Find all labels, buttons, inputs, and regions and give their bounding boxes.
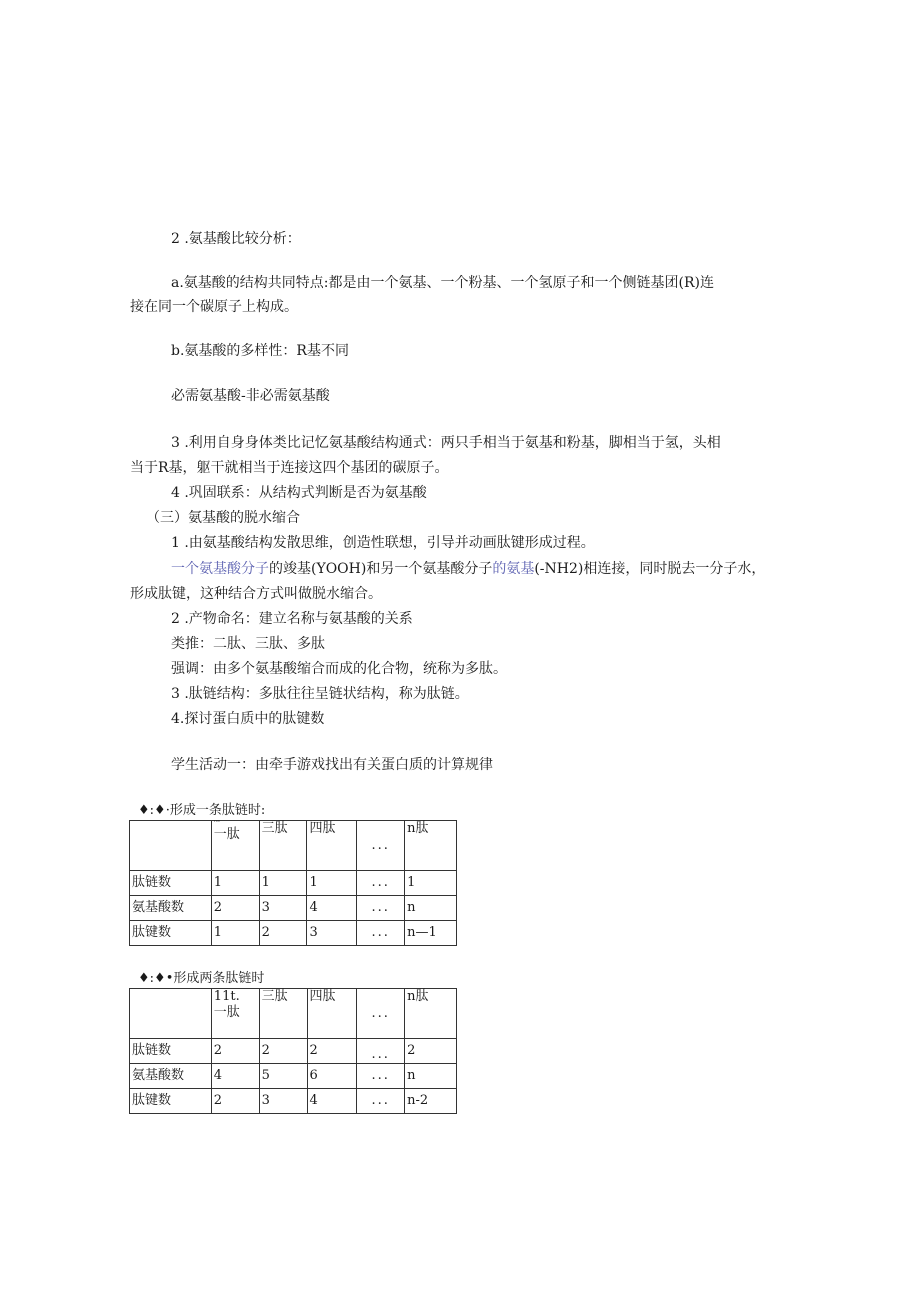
row-label: 肽键数 xyxy=(130,1089,212,1114)
table-cell: 2 xyxy=(211,1089,259,1114)
common-feature-line1: a.氨基酸的结构共同特点:都是由一个氨基、一个粉基、一个氢原子和一个侧链基团(R)连 xyxy=(171,275,714,291)
table-one-chain xyxy=(129,820,457,946)
table-header-cell: 四肽 xyxy=(307,821,357,871)
row-label: 氨基酸数 xyxy=(130,896,212,921)
row-label: 肽键数 xyxy=(130,921,212,946)
table-cell: 2 xyxy=(259,921,307,946)
table-cell: n—1 xyxy=(405,921,457,946)
table-cell: 1 xyxy=(259,871,307,896)
table-header-cell: ... xyxy=(357,989,405,1039)
table-header-cell: 三肽 xyxy=(259,989,307,1039)
part-3-heading: （三）氨基酸的脱水缩合 xyxy=(146,510,300,526)
condensation-text-a: 的竣基(YOOH)和另一个氨基酸分子 xyxy=(269,561,493,577)
section-3-line2: 当于R基，躯干就相当于连接这四个基团的碳原子。 xyxy=(130,460,449,476)
header-dipeptide: 一肽 xyxy=(213,827,240,842)
table-cell: n xyxy=(405,896,457,921)
table-cell: 6 xyxy=(307,1064,357,1089)
row-label: 肽链数 xyxy=(130,871,212,896)
condensation-line2: 形成肽键，这种结合方式叫做脱水缩合。 xyxy=(130,586,382,602)
table-header-cell: 四肽 xyxy=(307,989,357,1039)
table-cell: ... xyxy=(357,896,405,921)
table-header-cell: 三肽 xyxy=(259,821,307,871)
condensation-line1 xyxy=(171,559,765,579)
section-3-line1: 3 .利用自身身体类比记忆氨基酸结构通式：两只手相当于氨基和粉基，脚相当于氢，头相 xyxy=(171,435,721,451)
section-4-line: 4 .巩固联系：从结构式判断是否为氨基酸 xyxy=(171,485,427,501)
common-feature-line2: 接在同一个碳原子上构成。 xyxy=(130,299,298,315)
table-cell: 1 xyxy=(211,921,259,946)
table-row xyxy=(130,921,457,946)
table-cell: 4 xyxy=(307,1089,357,1114)
table-cell: 2 xyxy=(211,896,259,921)
table-cell: 2 xyxy=(307,1039,357,1064)
table-header-cell xyxy=(211,821,259,871)
paragraph-4: 4.探讨蛋白质中的肽键数 xyxy=(171,711,325,727)
highlight-amino-group: 的氨基 xyxy=(492,561,535,577)
table-two-chains xyxy=(129,988,457,1114)
table-cell: 2 xyxy=(211,1039,259,1064)
table-row xyxy=(130,871,457,896)
table-cell: ... xyxy=(357,921,405,946)
table-cell: 3 xyxy=(259,1089,307,1114)
table-cell: 2 xyxy=(259,1039,307,1064)
table-cell: 2 xyxy=(405,1039,457,1064)
header-dipeptide: 一肽 xyxy=(213,1005,240,1020)
table-cell: 3 xyxy=(307,921,357,946)
analogy-line: 类推：二肽、三肽、多肽 xyxy=(171,636,325,652)
table-cell: n-2 xyxy=(405,1089,457,1114)
row-label: 氨基酸数 xyxy=(130,1064,212,1089)
table-row xyxy=(130,1089,457,1114)
section-2-heading: 2 .氨基酸比较分析： xyxy=(171,231,301,247)
table-row xyxy=(130,896,457,921)
stray-mark: ''" xyxy=(213,820,220,827)
table-cell: ... xyxy=(357,871,405,896)
paragraph-2: 2 .产物命名：建立名称与氨基酸的关系 xyxy=(171,611,413,627)
table-cell: ... xyxy=(357,1089,405,1114)
table2-caption: ♦:♦•形成两条肽链时 xyxy=(138,971,265,986)
table-cell xyxy=(130,821,212,871)
table-header-cell: ... xyxy=(357,821,405,871)
table-header-cell xyxy=(211,989,259,1039)
table-cell: 4 xyxy=(307,896,357,921)
student-activity: 学生活动一：由牵手游戏找出有关蛋白质的计算规律 xyxy=(171,757,493,773)
table-cell xyxy=(130,989,212,1039)
table-cell: 1 xyxy=(307,871,357,896)
paragraph-1: 1 .由氨基酸结构发散思维，创造性联想，引导并动画肽键形成过程。 xyxy=(171,535,595,551)
table-cell: 5 xyxy=(259,1064,307,1089)
highlight-amino-acid-molecule: 一个氨基酸分子 xyxy=(171,561,269,577)
table-cell: ... xyxy=(357,1064,405,1089)
paragraph-3: 3 .肽链结构：多肽往往呈链状结构，称为肽链。 xyxy=(171,686,469,702)
table-cell: 1 xyxy=(211,871,259,896)
table-cell: 1 xyxy=(405,871,457,896)
table-cell: n xyxy=(405,1064,457,1089)
row-label: 肽链数 xyxy=(130,1039,212,1064)
table-cell: 4 xyxy=(211,1064,259,1089)
table1-caption: ♦:♦·形成一条肽链时: xyxy=(138,803,266,818)
table-cell: 3 xyxy=(259,896,307,921)
essential-line: 必需氨基酸-非必需氨基酸 xyxy=(171,388,330,404)
table-row xyxy=(130,1039,457,1064)
header-top-text: 11t. xyxy=(213,989,240,1004)
emphasis-line: 强调：由多个氨基酸缩合而成的化合物，统称为多肽。 xyxy=(171,661,507,677)
diversity-line: b.氨基酸的多样性：R基不同 xyxy=(171,343,349,359)
table-row xyxy=(130,989,457,1039)
condensation-text-b: (-NH2)相连接，同时脱去一分子水， xyxy=(534,561,766,577)
table-row xyxy=(130,1064,457,1089)
table-cell: ... xyxy=(357,1039,405,1064)
table-header-cell: n肽 xyxy=(405,821,457,871)
table-row xyxy=(130,821,457,871)
table-header-cell: n肽 xyxy=(405,989,457,1039)
